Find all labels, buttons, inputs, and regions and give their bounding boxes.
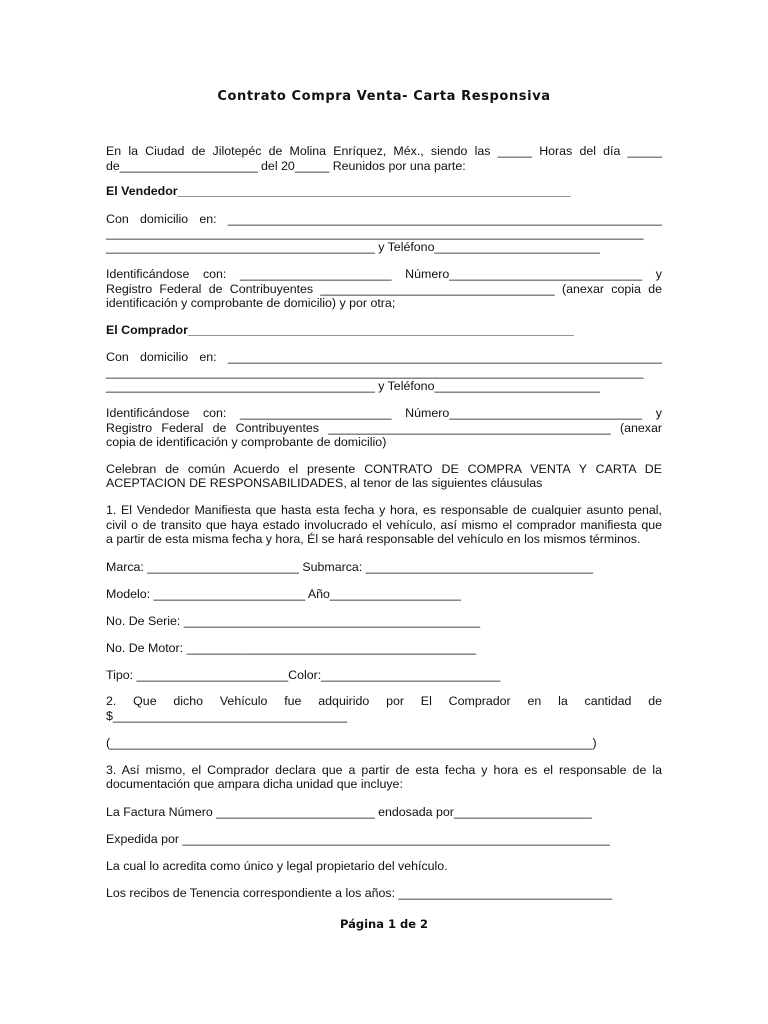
vendedor-identificacion-line: Identificándose con: ______________________ Número____________________________ y — [106, 267, 662, 281]
motor-field: No. De Motor: __________________________________________ — [106, 641, 476, 655]
comprador-domicilio-line-2: ______________________________________________________________________________ — [106, 365, 644, 379]
tenencia-field: Los recibos de Tenencia correspondiente a los años: _______________________________ — [106, 886, 613, 900]
expedida-field: Expedida por ______________________________________________________________ — [106, 832, 610, 846]
clausula-2-amount-words: (______________________________________________________________________) — [106, 736, 597, 750]
comprador-rfc-line: Registro Federal de Contribuyentes _________________________________________ (anexar — [106, 421, 662, 435]
marca-submarca-field: Marca: ______________________ Submarca: _________________________________ — [106, 560, 594, 574]
clausula-3-line-1: 3. Así mismo, el Comprador declara que a partir de esta fecha y hora es el responsable de la — [106, 763, 662, 777]
page-number: Página 1 de 2 — [339, 917, 429, 931]
document-title: Contrato Compra Venta- Carta Responsiva — [217, 89, 551, 104]
acuerdo-line-1: Celebran de común Acuerdo el presente CONTRATO DE COMPRA VENTA Y CARTA DE — [106, 462, 662, 476]
clausula-2-amount: $__________________________________ — [106, 709, 348, 723]
comprador-rfc-note: copia de identificación y comprobante de domicilio) — [106, 435, 387, 449]
comprador-telefono-line: _______________________________________ y Teléfono________________________ — [106, 379, 600, 393]
comprador-heading: El Comprador________________________________________________________ — [106, 323, 574, 337]
tipo-color-field: Tipo: ______________________Color:__________________________ — [106, 668, 501, 682]
serie-field: No. De Serie: ___________________________________________ — [106, 614, 481, 628]
vendedor-heading: El Vendedor_________________________________________________________ — [106, 184, 571, 198]
clausula-3-line-2: documentación que ampara dicha unidad que incluye: — [106, 777, 403, 791]
factura-field: La Factura Número _______________________ endosada por____________________ — [106, 805, 592, 819]
clausula-1-line-1: 1. El Vendedor Manifiesta que hasta esta fecha y hora, es responsable de cualquier asunto penal, — [106, 503, 662, 517]
vendedor-telefono-line: _______________________________________ y Teléfono________________________ — [106, 240, 600, 254]
clausula-2-line-1: 2. Que dicho Vehículo fue adquirido por El Comprador en la cantidad de — [106, 694, 662, 708]
propietario-statement: La cual lo acredita como único y legal propietario del vehículo. — [106, 859, 448, 873]
intro-line-2: de____________________ del 20_____ Reunidos por una parte: — [106, 159, 466, 173]
acuerdo-line-2: ACEPTACION DE RESPONSABILIDADES, al tenor de las siguientes cláusulas — [106, 476, 543, 490]
intro-line-1: En la Ciudad de Jilotepéc de Molina Enríquez, Méx., siendo las _____ Horas del día _____ — [106, 144, 662, 158]
clausula-1-line-2: civil o de transito que haya estado involucrado el vehículo, así mismo el comprador manifiesta que — [106, 518, 662, 532]
vendedor-rfc-line: Registro Federal de Contribuyentes __________________________________ (anexar copia de — [106, 282, 662, 296]
vendedor-domicilio-line-2: ______________________________________________________________________________ — [106, 226, 644, 240]
clausula-1-line-3: a partir de esta misma fecha y hora, Él se hará responsable del vehículo en los mismos términos. — [106, 532, 641, 546]
vendedor-rfc-note: identificación y comprobante de domicilio) y por otra; — [106, 296, 396, 310]
comprador-identificacion-line: Identificándose con: ______________________ Número____________________________ y — [106, 406, 662, 420]
vendedor-domicilio-line-1: Con domicilio en: _______________________________________________________________ — [106, 212, 662, 226]
comprador-domicilio-line-1: Con domicilio en: _______________________________________________________________ — [106, 350, 662, 364]
modelo-anio-field: Modelo: ______________________ Año___________________ — [106, 587, 461, 601]
